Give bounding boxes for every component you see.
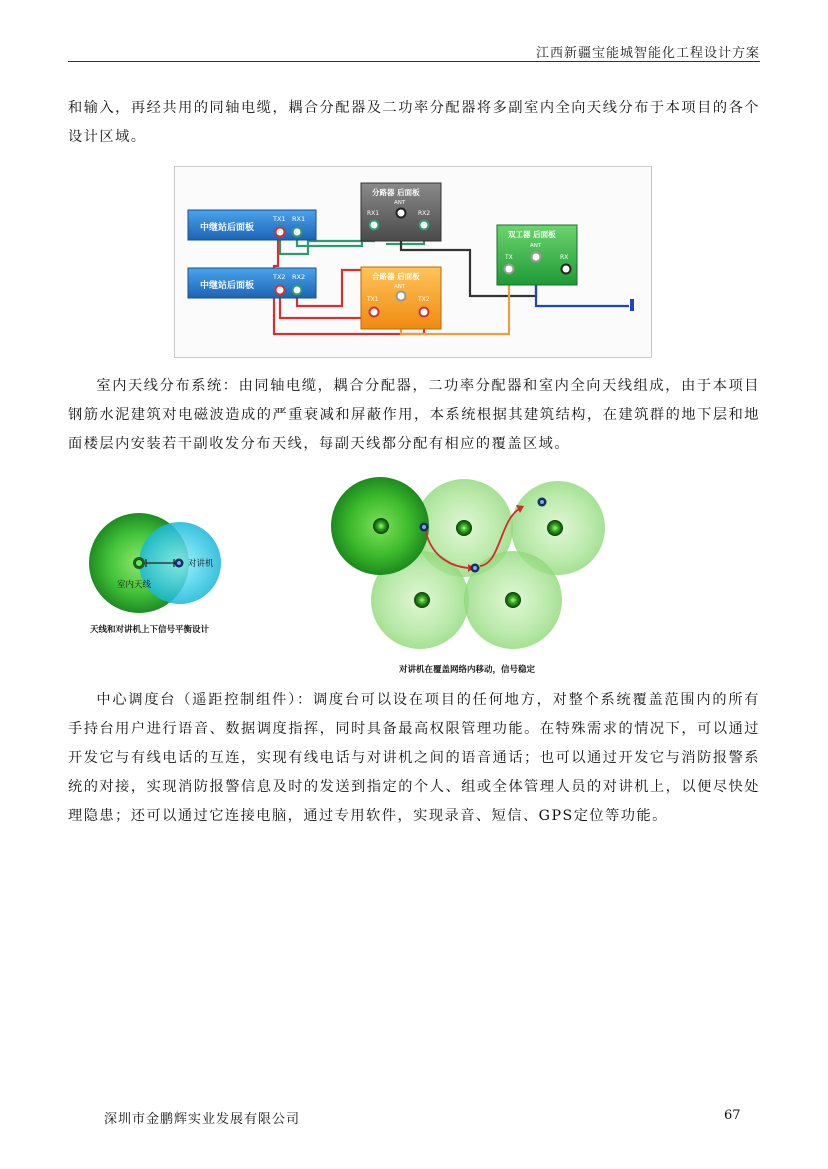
coverage-diagram-small bbox=[84, 508, 254, 638]
header-rule bbox=[68, 61, 760, 62]
coverage-large-caption: 对讲机在覆盖网络内移动，信号稳定 bbox=[399, 665, 536, 675]
repeater-panel-2-label: 中继站后面板 bbox=[200, 281, 255, 291]
combiner-tx2-label: TX2 bbox=[418, 296, 430, 303]
repeater2-rx-label: RX2 bbox=[292, 273, 306, 281]
duplexer-ant-label: ANT bbox=[530, 243, 542, 249]
duplexer-tx-label: TX bbox=[505, 254, 513, 261]
combiner-panel-label: 合路器 后面板 bbox=[372, 272, 420, 281]
repeater1-rx-label: RX1 bbox=[292, 215, 306, 223]
paragraph-3: 中心调度台（遥距控制组件）：调度台可以设在项目的任何地方，对整个系统覆盖范围内的所有手持台用户进行语音、数据调度指挥，同时具备最高权限管理功能。在特殊需求的情况下，可以通过开发它与有线电话的互连，实现有线电话与对讲机之间的语音通话；也可以通过开发它与消防报警系统的对接，实现消防报警信息及时的发送到指定的个人、组或全体管理人员的对讲机上，以便尽快处理隐患；还可以通过它连接电脑，通过专用软件，实现录音、短信、GPS定位等功能。 bbox=[68, 692, 760, 824]
indoor-antenna-label: 室内天线 bbox=[117, 580, 152, 590]
paragraph-2: 室内天线分布系统：由同轴电缆，耦合分配器，二功率分配器和室内全向天线组成，由于本项目钢筋水泥建筑对电磁波造成的严重衰减和屏蔽作用，本系统根据其建筑结构，在建筑群的地下层和地面楼层内安装若干副收发分布天线，每副天线都分配有相应的覆盖区域。 bbox=[68, 378, 760, 452]
repeater1-tx-label: TX1 bbox=[273, 215, 286, 223]
radio-label: 对讲机 bbox=[188, 559, 214, 569]
repeater-panel-1-label: 中继站后面板 bbox=[200, 223, 255, 233]
duplexer-rx-label: RX bbox=[560, 254, 569, 261]
combiner-tx1-label: TX1 bbox=[367, 296, 379, 303]
repeater2-tx-label: TX2 bbox=[273, 273, 286, 281]
paragraph-1: 和输入，再经共用的同轴电缆，耦合分配器及二功率分配器将多副室内全向天线分布于本项目的各个设计区域。 bbox=[68, 100, 760, 145]
splitter-panel-label: 分路器 后面板 bbox=[372, 188, 420, 197]
splitter-ant-label: ANT bbox=[394, 200, 406, 206]
coverage-diagram-large bbox=[330, 476, 610, 678]
splitter-rx2-label: RX2 bbox=[418, 210, 431, 217]
page-number: 67 bbox=[724, 1108, 741, 1123]
wiring-diagram bbox=[174, 166, 652, 358]
combiner-ant-label: ANT bbox=[394, 284, 406, 290]
coverage-small-caption: 天线和对讲机上下信号平衡设计 bbox=[90, 625, 210, 635]
header-title: 江西新疆宝能城智能化工程设计方案 bbox=[535, 46, 760, 61]
splitter-rx1-label: RX1 bbox=[367, 210, 380, 217]
duplexer-panel-label: 双工器 后面板 bbox=[508, 230, 556, 239]
footer-company: 深圳市金鹏辉实业发展有限公司 bbox=[104, 1112, 301, 1127]
